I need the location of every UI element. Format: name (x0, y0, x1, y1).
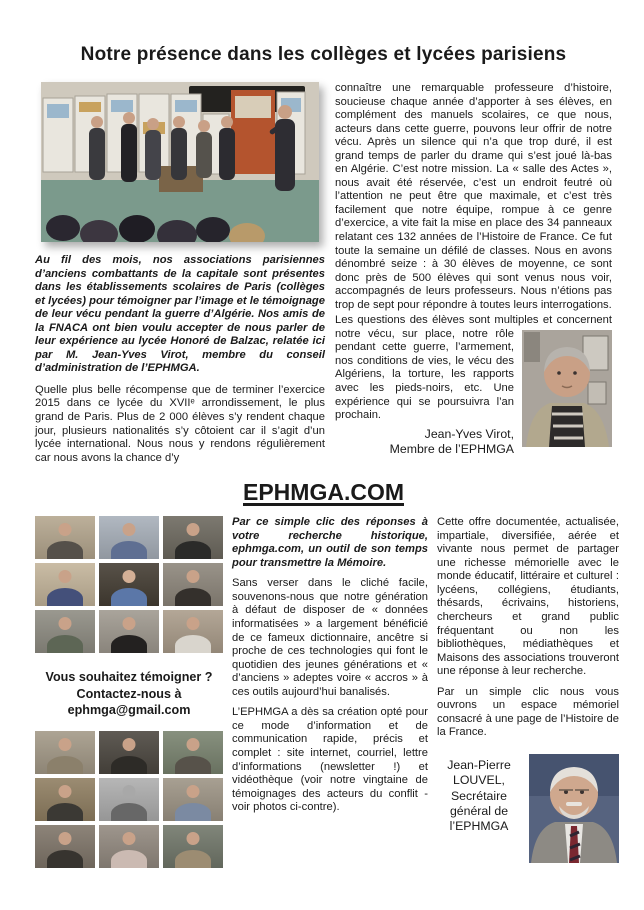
video-thumbnail (35, 778, 95, 821)
paragraph-text: notre vécu, sur place, notre rôle pendant cette guerre, l’armement, nos conditions de vies, le vécu des Algériens, la torture, les rapports avec les pieds-noirs, etc. Une expérience qui se poursuivra l’an prochain. (335, 327, 514, 422)
classroom-group-photo (41, 82, 319, 242)
section-heading-text[interactable]: EPHMGA.COM (243, 479, 404, 506)
thumbnail-grid-top (35, 516, 223, 653)
video-thumbnail (35, 825, 95, 868)
article-colleges-lycees (35, 82, 612, 465)
article2-right-column (437, 516, 619, 868)
contact-line-2: Contactez-nous à (76, 686, 182, 701)
video-thumbnail (99, 731, 159, 774)
video-thumbnail (163, 563, 223, 606)
page-title: Notre présence dans les collèges et lycées parisiens (80, 44, 567, 65)
contact-line-1: Vous souhaitez témoigner ? (45, 670, 213, 685)
article2-right-paragraph-1: Cette offre documentée, actualisée, impartiale, diversifiée, aérée et vivante nous permet de partager une richesse mémorielle avec le monde éducatif, littéraire et culturel : lycéens, collégiens, étudiants, thésards, écrivains, historiens, chercheurs et grand public fréquentant ou non les bibliothèques, médiathèques et Maisons des associations trouveront une réponse à leur recherche. (437, 516, 619, 678)
video-thumbnail (99, 825, 159, 868)
signature-role: Membre de l’EPHMGA (389, 442, 514, 457)
article2-intro-paragraph: Par ce simple clic des réponses à votre recherche historique, ephmga.com, un outil de son temps pour transmettre la Mémoire. (232, 516, 428, 569)
video-thumbnail (35, 563, 95, 606)
video-thumbnail (163, 778, 223, 821)
video-thumbnail (99, 610, 159, 653)
article2-right-paragraph-2: Par un simple clic nous vous ouvrons un espace mémoriel consacré à une page de l’Histoire de la France. (437, 685, 619, 739)
article1-right-column (335, 82, 612, 465)
video-thumbnail (35, 610, 95, 653)
video-thumbnail (99, 563, 159, 606)
video-thumbnail (163, 610, 223, 653)
video-thumbnail (99, 778, 159, 821)
signature-name: Jean-Yves Virot, (424, 426, 514, 441)
article2-mid-paragraph-3: L’EPHMGA a dès sa création opté pour ce mode d’information et de communication rapide, précis et complet : site internet, courriel, lettre d’informations (newsletter !) et vidéothèque (voir notre vingtaine de témoignages des acteurs du conflit - voir photos ci-contre). (232, 706, 428, 814)
signature-jean-pierre-louvel: Jean-Pierre LOUVEL, Secrétaire général de l’EPHMGA (447, 757, 511, 834)
thumbnail-grid-bottom (35, 731, 223, 868)
video-thumbnails-column (35, 516, 223, 868)
video-thumbnail (163, 825, 223, 868)
paragraph-text: Les questions des élèves sont multiples et concernent (335, 314, 612, 327)
video-thumbnail (99, 516, 159, 559)
video-thumbnail (35, 516, 95, 559)
jean-yves-virot-photo (522, 330, 612, 447)
signature-row-jean-pierre-louvel (437, 754, 619, 863)
article1-left-paragraph: Quelle plus belle récompense que de terminer l’exercice 2015 dans ce lycée du XVIIᵉ arrondissement, le plus grand de Paris. Plus de 2 000 élèves s’y rendent chaque jour, plusieurs nationalités s’y côtoient car il s’agit d’un lycée international. Nous nous y rendons régulièrement car nous avons la chance d’y (35, 383, 325, 464)
article1-right-paragraph-2 (335, 314, 612, 422)
contact-block (35, 669, 223, 718)
article2-mid-paragraph-2: Sans verser dans le cliché facile, souvenons-nous que notre génération à défaut de disposer de « données informatisées » a largement bénéficié de ce fameux dictionnaire, ancêtre si proche de ces technologies qui font le quotidien des jeunes générations et « d’anciens » adeptes voire « accros » à ces outils aujourd’hui banalisés. (232, 577, 428, 698)
section-heading-ephmga-com[interactable] (35, 479, 612, 506)
article1-left-column (35, 82, 325, 465)
video-thumbnail (35, 731, 95, 774)
video-thumbnail (163, 731, 223, 774)
article1-right-paragraph-1: connaître une remarquable professeure d’histoire, soucieuse chaque année d’apporter à ses élèves, en complément des manuels scolaires, ce que nous, acteurs dans cette guerre, pouvons leur offrir de notre vécu. Après un silence qui n’a que trop duré, il est grand temps de parler du drame qui s’est joué là-bas en Algérie. C’est notre mission. La « salle des Actes », nous avait été réservée, c’est un endroit feutré où l’attention ne peut être que maximale, et c’est très facilement que notre équipe, rompue à ce genre d’exercice, a vite fait la mise en place des 34 panneaux relatant ces 132 années de l’Histoire de France. Ce fut toute la semaine un défilé de classes. Nous en avons dénombré seize : à 30 élèves de moyenne, ce sont donc près de 500 élèves qui sont venus nous voir, accompagnés de leurs professeurs. Nous n’étions pas trop de sept pour répondre à toutes leurs interrogations. (335, 82, 612, 311)
jean-pierre-louvel-photo (529, 754, 619, 863)
article-ephmga-com (35, 516, 619, 868)
video-thumbnail (163, 516, 223, 559)
article2-middle-column (232, 516, 428, 868)
contact-email[interactable]: ephmga@gmail.com (67, 702, 191, 717)
article1-intro-paragraph: Au fil des mois, nos associations parisiennes d’anciens combattants de la capitale sont présentes dans les établissements scolaires de Paris (collèges et lycées) pour témoigner par l’image et le témoignage de leur vécu pendant la guerre d’Algérie. Nos amis de la FNACA ont bien voulu accepter de nous parler de leur expérience au lycée Honoré de Balzac, relatée ici par M. Jean-Yves Virot, membre du conseil d’administration de l’EPHMGA. (35, 254, 325, 375)
